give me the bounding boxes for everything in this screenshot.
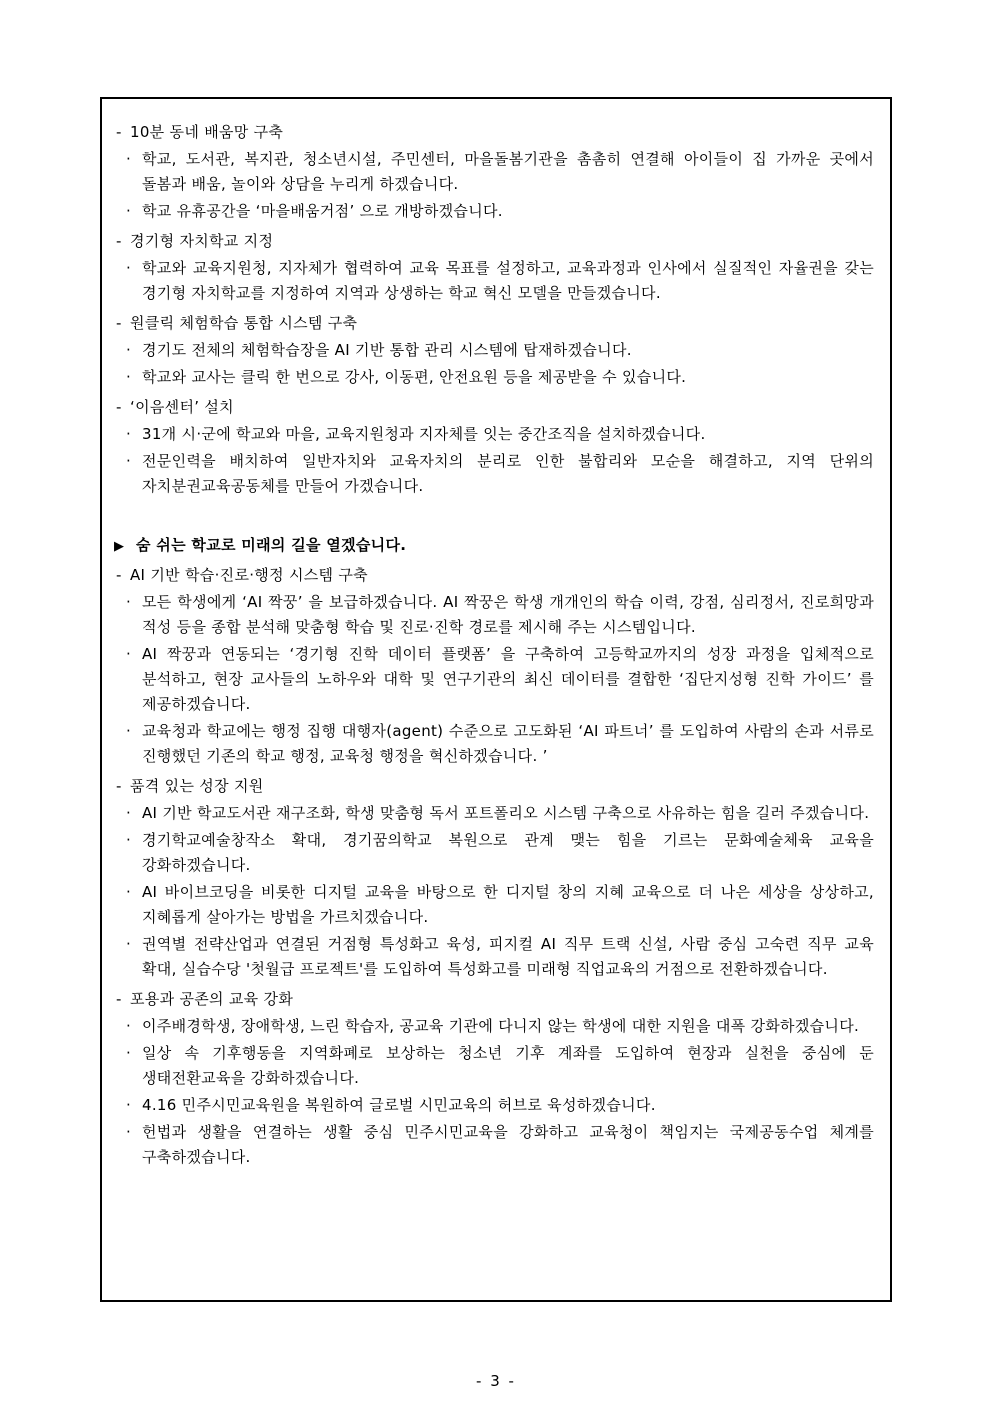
dash-marker: - xyxy=(116,777,122,795)
line-text: 숨 쉬는 학교로 미래의 길을 열겠습니다. xyxy=(136,536,407,554)
policy-subheading xyxy=(114,774,874,799)
bullet-dot-marker: · xyxy=(126,368,132,386)
line-text: 일상 속 기후행동을 지역화폐로 보상하는 청소년 기후 계좌를 도입하여 현장과 실천을 중심에 둔 생태전환교육을 강화하겠습니다. xyxy=(142,1044,874,1087)
policy-subheading xyxy=(114,395,874,420)
bullet-dot-marker: · xyxy=(126,593,132,611)
policy-bullet-item xyxy=(114,1120,874,1170)
policy-bullet-item xyxy=(114,147,874,197)
bullet-dot-marker: · xyxy=(126,341,132,359)
bullet-dot-marker: · xyxy=(126,425,132,443)
page-number: - 3 - xyxy=(476,1372,516,1390)
bullet-dot-marker: · xyxy=(126,1017,132,1035)
policy-bullet-item xyxy=(114,932,874,982)
dash-marker: - xyxy=(116,232,122,250)
bullet-dot-marker: · xyxy=(126,150,132,168)
bullet-dot-marker: · xyxy=(126,1123,132,1141)
line-text: 이주배경학생, 장애학생, 느린 학습자, 공교육 기관에 다니지 않는 학생에 대한 지원을 대폭 강화하겠습니다. xyxy=(142,1017,860,1035)
bullet-dot-marker: · xyxy=(126,1096,132,1114)
policy-bullet-item xyxy=(114,365,874,390)
line-text: AI 기반 학습·진로·행정 시스템 구축 xyxy=(130,566,368,584)
line-text: 경기학교예술창작소 확대, 경기꿈의학교 복원으로 관계 맺는 힘을 기르는 문화예술체육 교육을 강화하겠습니다. xyxy=(142,831,874,874)
content-box xyxy=(100,97,892,1302)
bullet-dot-marker: · xyxy=(126,722,132,740)
policy-bullet-item xyxy=(114,256,874,306)
line-text: 4.16 민주시민교육원을 복원하여 글로벌 시민교육의 허브로 육성하겠습니다. xyxy=(142,1096,656,1114)
policy-bullet-item xyxy=(114,590,874,640)
policy-subheading xyxy=(114,311,874,336)
section-heading xyxy=(114,533,874,558)
policy-subheading xyxy=(114,563,874,588)
policy-bullet-item xyxy=(114,719,874,769)
policy-bullet-item xyxy=(114,828,874,878)
policy-bullet-item xyxy=(114,642,874,717)
line-text: AI 짝꿍과 연동되는 ‘경기형 진학 데이터 플랫폼’ 을 구축하여 고등학교까지의 성장 과정을 입체적으로 분석하고, 현장 교사들의 노하우와 대학 및 연구기관의 최신 데이터를 결합한 ‘집단지성형 진학 가이드’ 를 제공하겠습니다. xyxy=(142,645,874,713)
dash-marker: - xyxy=(116,123,122,141)
dash-marker: - xyxy=(116,990,122,1008)
line-text: 모든 학생에게 ‘AI 짝꿍’ 을 보급하겠습니다. AI 짝꿍은 학생 개개인의 학습 이력, 강점, 심리정서, 진로희망과 적성 등을 종합 분석해 맞춤형 학습 및 진로·진학 경로를 제시해 주는 시스템입니다. xyxy=(142,593,874,636)
bullet-dot-marker: · xyxy=(126,259,132,277)
dash-marker: - xyxy=(116,566,122,584)
line-text: AI 기반 학교도서관 재구조화, 학생 맞춤형 독서 포트폴리오 시스템 구축으로 사유하는 힘을 길러 주겠습니다. xyxy=(142,804,870,822)
policy-bullet-item xyxy=(114,338,874,363)
policy-bullet-item xyxy=(114,422,874,447)
line-text: 학교, 도서관, 복지관, 청소년시설, 주민센터, 마을돌봄기관을 촘촘히 연결해 아이들이 집 가까운 곳에서 돌봄과 배움, 놀이와 상담을 누리게 하겠습니다. xyxy=(142,150,874,193)
policy-bullet-item xyxy=(114,1041,874,1091)
line-text: 전문인력을 배치하여 일반자치와 교육자치의 분리로 인한 불합리와 모순을 해결하고, 지역 단위의 자치분권교육공동체를 만들어 가겠습니다. xyxy=(142,452,874,495)
line-text: 학교 유휴공간을 ‘마을배움거점’ 으로 개방하겠습니다. xyxy=(142,202,503,220)
policy-bullet-item xyxy=(114,1093,874,1118)
policy-subheading xyxy=(114,987,874,1012)
bullet-dot-marker: · xyxy=(126,452,132,470)
line-text: 원클릭 체험학습 통합 시스템 구축 xyxy=(130,314,358,332)
line-text: ‘이음센터’ 설치 xyxy=(130,398,234,416)
policy-bullet-item xyxy=(114,449,874,499)
policy-bullet-item xyxy=(114,801,874,826)
bullet-dot-marker: · xyxy=(126,831,132,849)
arrow-marker-icon: ▶ xyxy=(114,539,125,554)
policy-bullet-item xyxy=(114,1014,874,1039)
bullet-dot-marker: · xyxy=(126,1044,132,1062)
policy-bullet-item xyxy=(114,880,874,930)
line-text: 권역별 전략산업과 연결된 거점형 특성화고 육성, 피지컬 AI 직무 트랙 신설, 사람 중심 고숙련 직무 교육 확대, 실습수당 '첫월급 프로젝트'를 도입하여 특성화고를 미래형 직업교육의 거점으로 전환하겠습니다. xyxy=(142,935,874,978)
line-text: 10분 동네 배움망 구축 xyxy=(130,123,284,141)
policy-bullet-item xyxy=(114,199,874,224)
line-text: 포용과 공존의 교육 강화 xyxy=(130,990,294,1008)
line-text: 품격 있는 성장 지원 xyxy=(130,777,264,795)
line-text: 헌법과 생활을 연결하는 생활 중심 민주시민교육을 강화하고 교육청이 책임지는 국제공동수업 체계를 구축하겠습니다. xyxy=(142,1123,874,1166)
bullet-dot-marker: · xyxy=(126,935,132,953)
blank-gap xyxy=(114,501,874,527)
line-text: 학교와 교육지원청, 지자체가 협력하여 교육 목표를 설정하고, 교육과정과 인사에서 실질적인 자율권을 갖는 경기형 자치학교를 지정하여 지역과 상생하는 학교 혁신 모델을 만들겠습니다. xyxy=(142,259,874,302)
line-text: 31개 시·군에 학교와 마을, 교육지원청과 지자체를 잇는 중간조직을 설치하겠습니다. xyxy=(142,425,706,443)
dash-marker: - xyxy=(116,398,122,416)
dash-marker: - xyxy=(116,314,122,332)
line-text: AI 바이브코딩을 비롯한 디지털 교육을 바탕으로 한 디지털 창의 지혜 교육으로 더 나은 세상을 상상하고, 지혜롭게 살아가는 방법을 가르치겠습니다. xyxy=(142,883,874,926)
line-text: 교육청과 학교에는 행정 집행 대행자(agent) 수준으로 고도화된 ‘AI 파트너’ 를 도입하여 사람의 손과 서류로 진행했던 기존의 학교 행정, 교육청 행정을 혁신하겠습니다. ’ xyxy=(142,722,874,765)
policy-subheading xyxy=(114,120,874,145)
policy-subheading xyxy=(114,229,874,254)
line-text: 학교와 교사는 클릭 한 번으로 강사, 이동편, 안전요원 등을 제공받을 수 있습니다. xyxy=(142,368,687,386)
bullet-dot-marker: · xyxy=(126,804,132,822)
line-text: 경기도 전체의 체험학습장을 AI 기반 통합 관리 시스템에 탑재하겠습니다. xyxy=(142,341,632,359)
bullet-dot-marker: · xyxy=(126,883,132,901)
bullet-dot-marker: · xyxy=(126,645,132,663)
line-text: 경기형 자치학교 지정 xyxy=(130,232,274,250)
bullet-dot-marker: · xyxy=(126,202,132,220)
